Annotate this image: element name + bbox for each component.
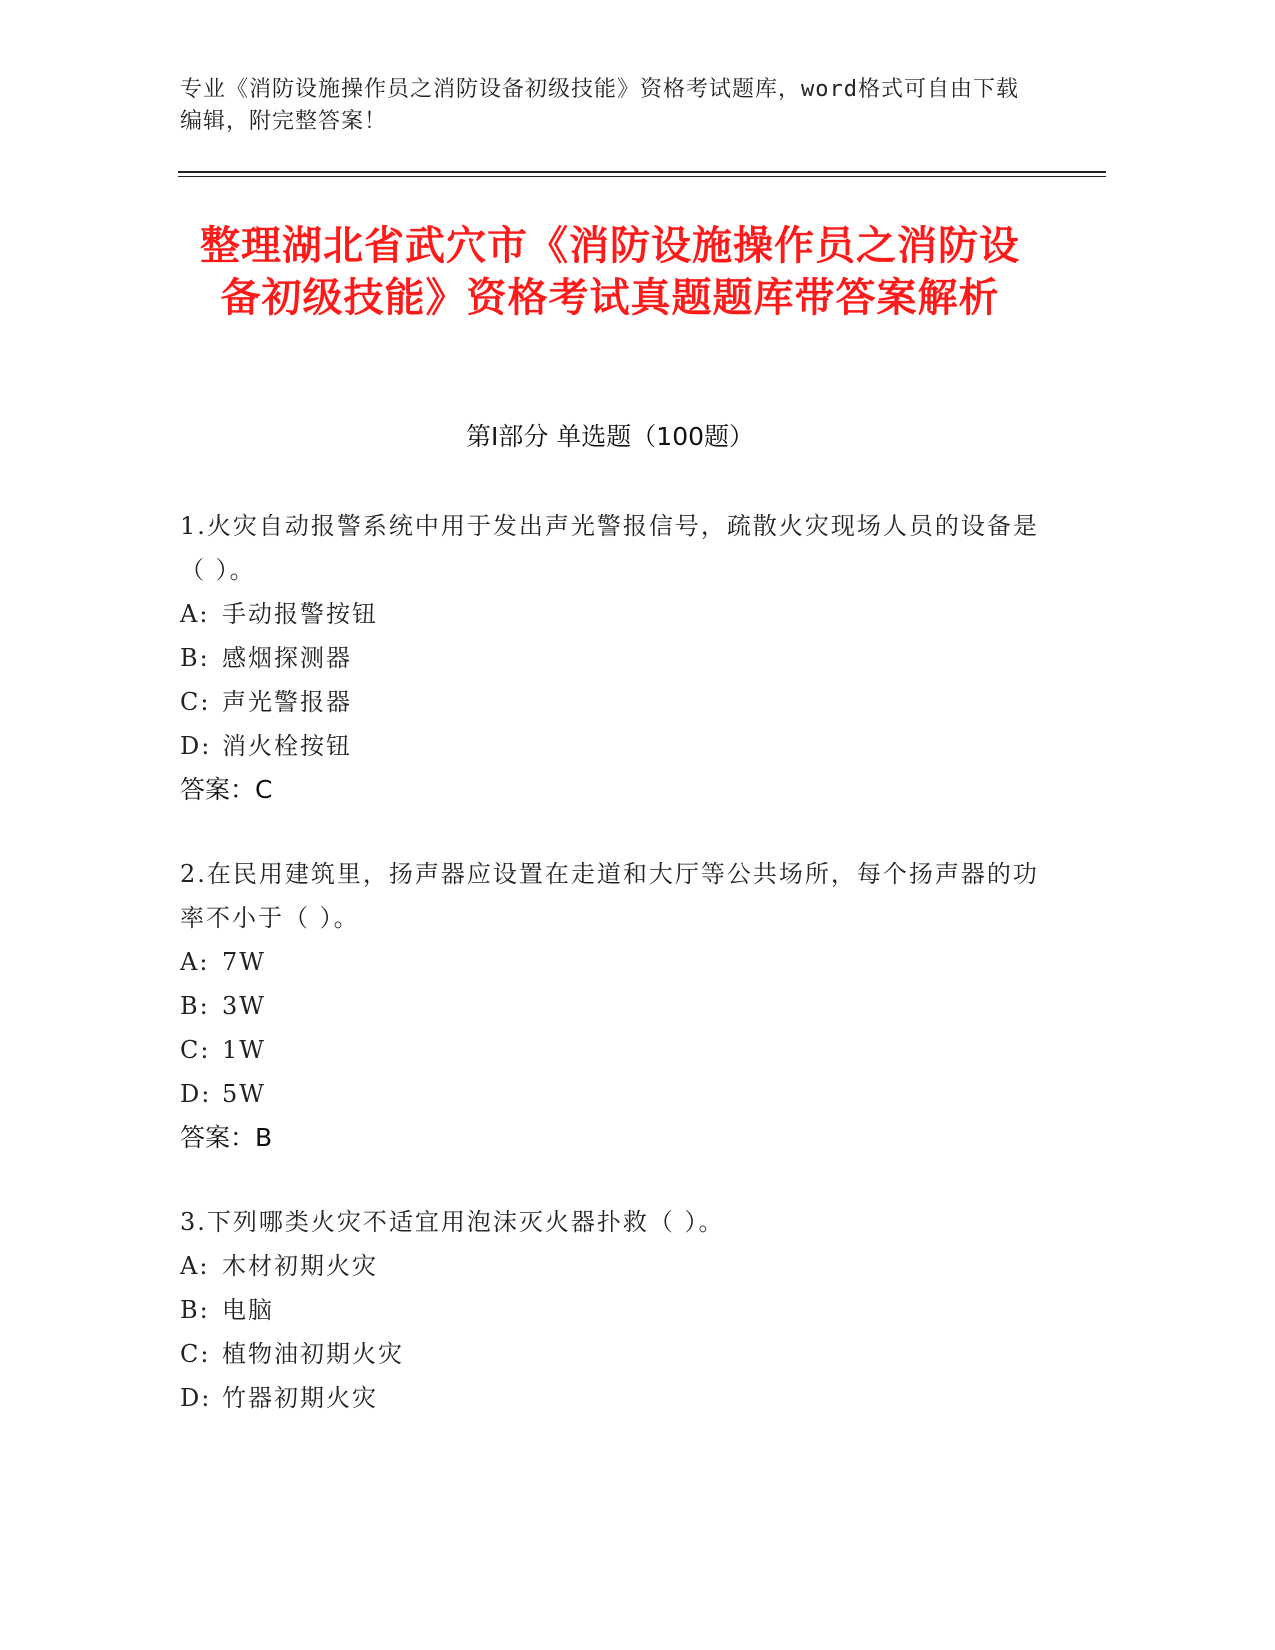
question-3 [180, 1200, 1040, 1420]
option-a [180, 592, 1040, 636]
option-key: B: [180, 644, 210, 672]
option-b [180, 1288, 1040, 1332]
section-heading: 第Ⅰ部分 单选题（100题） [465, 422, 755, 451]
question-1 [180, 504, 1040, 812]
option-c [180, 1332, 1040, 1376]
option-text: 竹器初期火灾 [222, 1384, 378, 1412]
option-d [180, 724, 1040, 768]
question-text: 3.下列哪类火灾不适宜用泡沫灭火器扑救（ ）。 [180, 1208, 725, 1236]
option-text: 手动报警按钮 [222, 600, 378, 628]
option-text: 电脑 [222, 1296, 274, 1324]
option-text: 植物油初期火灾 [222, 1340, 404, 1368]
option-key: C: [180, 1036, 211, 1064]
answer-line: 答案：B [180, 1123, 273, 1152]
option-d [180, 1376, 1040, 1420]
option-text: 消火栓按钮 [222, 732, 352, 760]
option-c [180, 680, 1040, 724]
option-key: D: [180, 1384, 212, 1412]
option-key: B: [180, 992, 210, 1020]
option-b [180, 984, 1040, 1028]
option-text: 声光警报器 [222, 688, 352, 716]
document-title: 整理湖北省武穴市《消防设施操作员之消防设备初级技能》资格考试真题题库带答案解析 [200, 223, 1020, 321]
question-text: 2.在民用建筑里，扬声器应设置在走道和大厅等公共场所，每个扬声器的功率不小于（ ）。 [180, 860, 1039, 932]
option-key: A: [180, 948, 210, 976]
option-key: C: [180, 688, 211, 716]
answer-line: 答案：C [180, 775, 273, 804]
option-c [180, 1028, 1040, 1072]
question-2 [180, 852, 1040, 1160]
option-key: D: [180, 732, 212, 760]
option-text: 木材初期火灾 [222, 1252, 378, 1280]
option-text: 7W [222, 948, 266, 976]
option-d [180, 1072, 1040, 1116]
header-note: 专业《消防设施操作员之消防设备初级技能》资格考试题库，word格式可自由下载编辑，附完整答案！ [180, 77, 1019, 134]
option-a [180, 1244, 1040, 1288]
option-text: 5W [222, 1080, 266, 1108]
option-key: A: [180, 1252, 210, 1280]
question-text: 1.火灾自动报警系统中用于发出声光警报信号，疏散火灾现场人员的设备是（ ）。 [180, 512, 1039, 584]
option-key: B: [180, 1296, 210, 1324]
option-text: 1W [222, 1036, 266, 1064]
option-key: D: [180, 1080, 212, 1108]
option-text: 3W [222, 992, 266, 1020]
option-key: C: [180, 1340, 211, 1368]
option-b [180, 636, 1040, 680]
option-a [180, 940, 1040, 984]
header-divider-thick [178, 171, 1106, 173]
header-divider-thin [178, 176, 1106, 177]
option-text: 感烟探测器 [222, 644, 352, 672]
option-key: A: [180, 600, 210, 628]
